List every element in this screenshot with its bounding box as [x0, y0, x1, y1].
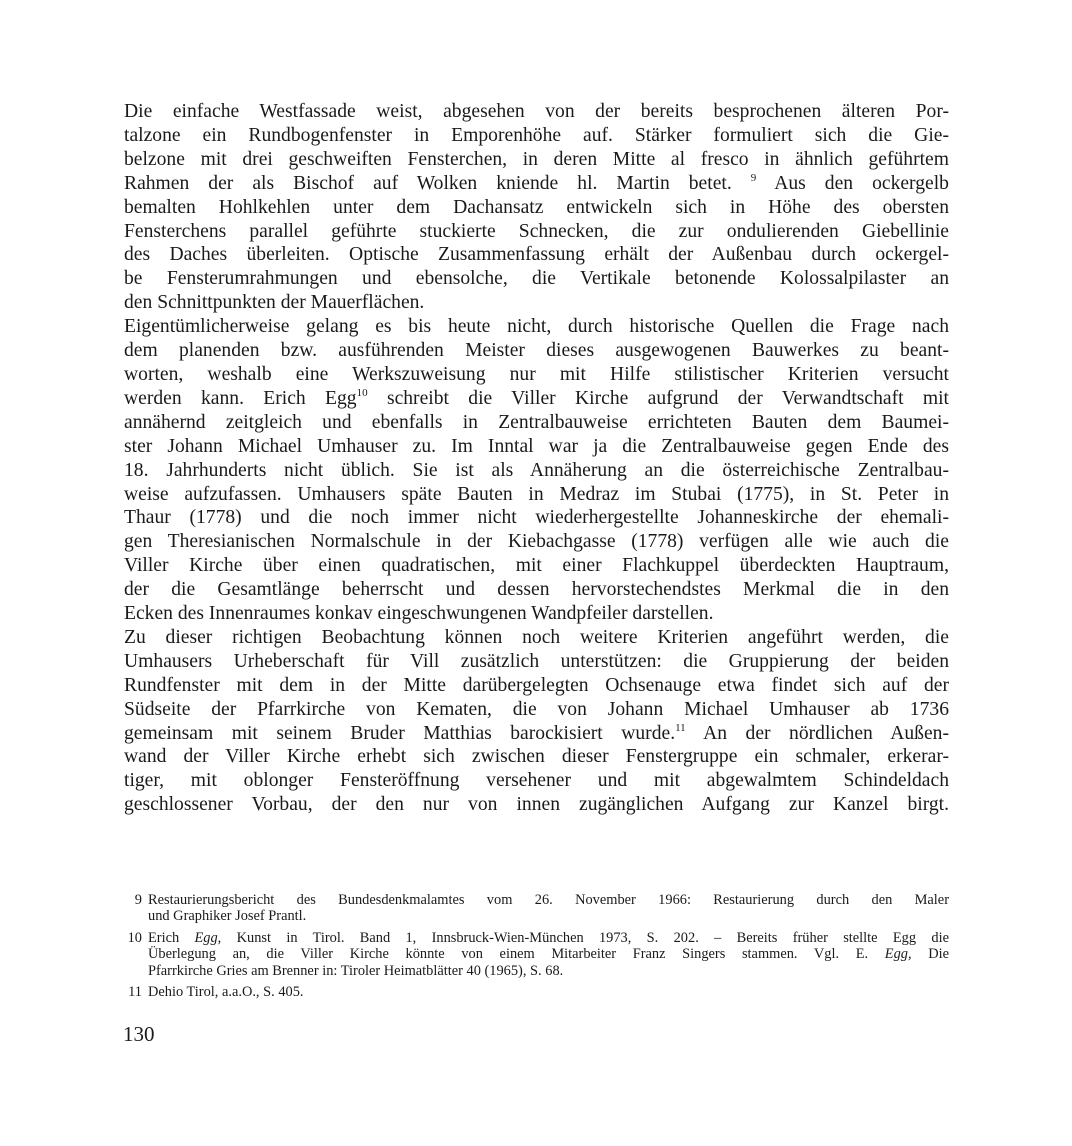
footnote-ref-10[interactable]: 10: [356, 386, 368, 399]
text-line: worten, weshalb eine Werkszuweisung nur mit Hilfe stilistischer Kriterien versucht: [124, 363, 949, 385]
author-name-italic: Egg,: [194, 929, 222, 946]
paragraph-2: [124, 315, 949, 626]
footnote-11: [124, 984, 949, 1000]
text-line: dem planenden bzw. ausführenden Meister dieses ausgewogenen Bauwerkes zu beant-: [124, 340, 949, 362]
text-line: Zu dieser richtigen Beobachtung können noch weitere Kriterien angeführt werden, die: [124, 626, 949, 648]
text-segment: Kunst in Tirol. Band 1, Innsbruck-Wien-München 1973, S. 202. – Bereits früher stellte Egg die: [236, 929, 949, 946]
text-line: Viller Kirche über einen quadratischen, mit einer Flachkuppel überdeckten Hauptraum,: [124, 555, 949, 577]
text-line: Südseite der Pfarrkirche von Kematen, die von Johann Michael Umhauser ab 1736: [124, 698, 949, 720]
footnote-line: Restaurierungsbericht des Bundesdenkmalamtes vom 26. November 1966: Restaurierung durch den Maler: [148, 892, 949, 908]
footnote-10: [124, 930, 949, 979]
text-line: wand der Viller Kirche erhebt sich zwischen dieser Fenstergruppe ein schmaler, erkerar-: [124, 746, 949, 768]
text-segment: An der nördlichen Außen-: [703, 722, 949, 744]
text-segment: schreibt die Viller Kirche aufgrund der Verwandtschaft mit: [386, 387, 950, 409]
text-line: Fensterchens parallel geführte stuckierte Schnecken, die zur ondulierenden Giebellinie: [124, 220, 949, 242]
body-text: [124, 100, 949, 817]
text-line: [124, 722, 949, 746]
text-line: Die einfache Westfassade weist, abgesehen von der bereits besprochenen älteren Por-: [124, 101, 949, 122]
footnote-number: 10: [127, 929, 142, 946]
text-segment: gemeinsam mit seinem Bruder Matthias barockisiert wurde.: [124, 722, 676, 744]
text-line: weise aufzufassen. Umhausers späte Bauten in Medraz im Stubai (1775), in St. Peter in: [124, 483, 949, 505]
footnote-line: [148, 930, 949, 946]
author-name-italic: Egg,: [884, 946, 912, 963]
footnote-number: 11: [128, 984, 142, 1001]
text-line: den Schnittpunkten der Mauerflächen.: [124, 292, 425, 314]
text-line: der die Gesamtlänge beherrscht und dessen hervorstechendstes Merkmal die in den: [124, 579, 949, 601]
page-number: 130: [123, 1022, 155, 1046]
text-line: Umhausers Urheberschaft für Vill zusätzlich unterstützen: die Gruppierung der beiden: [124, 650, 949, 672]
text-line: bemalten Hohlkehlen unter dem Dachansatz entwickeln sich in Höhe des obersten: [124, 196, 949, 218]
text-line: des Daches überleiten. Optische Zusammenfassung erhält der Außenbau durch ockergel-: [124, 244, 949, 266]
text-segment: Überlegung an, die Viller Kirche könnte von einem Mitarbeiter Franz Singers stammen. Vgl. E.: [148, 946, 869, 963]
text-line: [124, 387, 949, 411]
footnote-ref-11[interactable]: 11: [675, 721, 686, 734]
text-line: 18. Jahrhunderts nicht üblich. Sie ist als Annäherung an die österreichische Zentralbau-: [124, 459, 949, 481]
paragraph-1: [124, 100, 949, 315]
text-segment: Die: [928, 946, 949, 963]
text-line: Eigentümlicherweise gelang es bis heute nicht, durch historische Quellen die Frage nach: [124, 316, 949, 338]
footnotes: [124, 892, 949, 1005]
footnote-9: [124, 892, 949, 925]
footnote-line: und Graphiker Josef Prantl.: [148, 908, 307, 925]
text-line: gen Theresianischen Normalschule in der Kiebachgasse (1778) verfügen alle wie auch die: [124, 531, 949, 553]
footnote-ref-9[interactable]: 9: [750, 171, 757, 184]
text-line: ster Johann Michael Umhauser zu. Im Inntal war ja die Zentralbauweise gegen Ende des: [124, 435, 949, 457]
text-segment: werden kann. Erich Egg: [124, 387, 357, 409]
text-line: belzone mit drei geschweiften Fensterchen, in deren Mitte al fresco in ähnlich geführtem: [124, 148, 949, 170]
text-line: Rundfenster mit dem in der Mitte darübergelegten Ochsenauge etwa findet sich auf der: [124, 674, 949, 696]
paragraph-3: [124, 626, 949, 817]
text-line: talzone ein Rundbogenfenster in Emporenhöhe auf. Stärker formuliert sich die Gie-: [124, 124, 949, 146]
text-line: geschlossener Vorbau, der den nur von innen zugänglichen Aufgang zur Kanzel birgt.: [124, 794, 949, 816]
text-line: Ecken des Innenraumes konkav eingeschwungenen Wandpfeiler darstellen.: [124, 603, 714, 625]
footnote-number: 9: [134, 892, 142, 908]
text-segment: Erich: [148, 929, 180, 946]
text-line: annähernd zeitgleich und ebenfalls in Zentralbauweise errichteten Bauten dem Baumei-: [124, 411, 949, 433]
footnote-line: Dehio Tirol, a.a.O., S. 405.: [148, 984, 304, 1001]
text-line: [124, 172, 949, 196]
text-segment: Rahmen der als Bischof auf Wolken kniende hl. Martin betet.: [124, 172, 732, 194]
text-line: Thaur (1778) und die noch immer nicht wiederhergestellte Johanneskirche der ehemali-: [124, 507, 949, 529]
footnote-line: Pfarrkirche Gries am Brenner in: Tiroler Heimatblätter 40 (1965), S. 68.: [148, 962, 564, 979]
text-segment: Aus den ockergelb: [774, 172, 949, 194]
text-line: tiger, mit oblonger Fensteröffnung versehener und mit abgewalmtem Schindeldach: [124, 770, 949, 792]
text-line: be Fensterumrahmungen und ebensolche, die Vertikale betonende Kolossalpilaster an: [124, 268, 949, 290]
footnote-line: [148, 946, 949, 962]
